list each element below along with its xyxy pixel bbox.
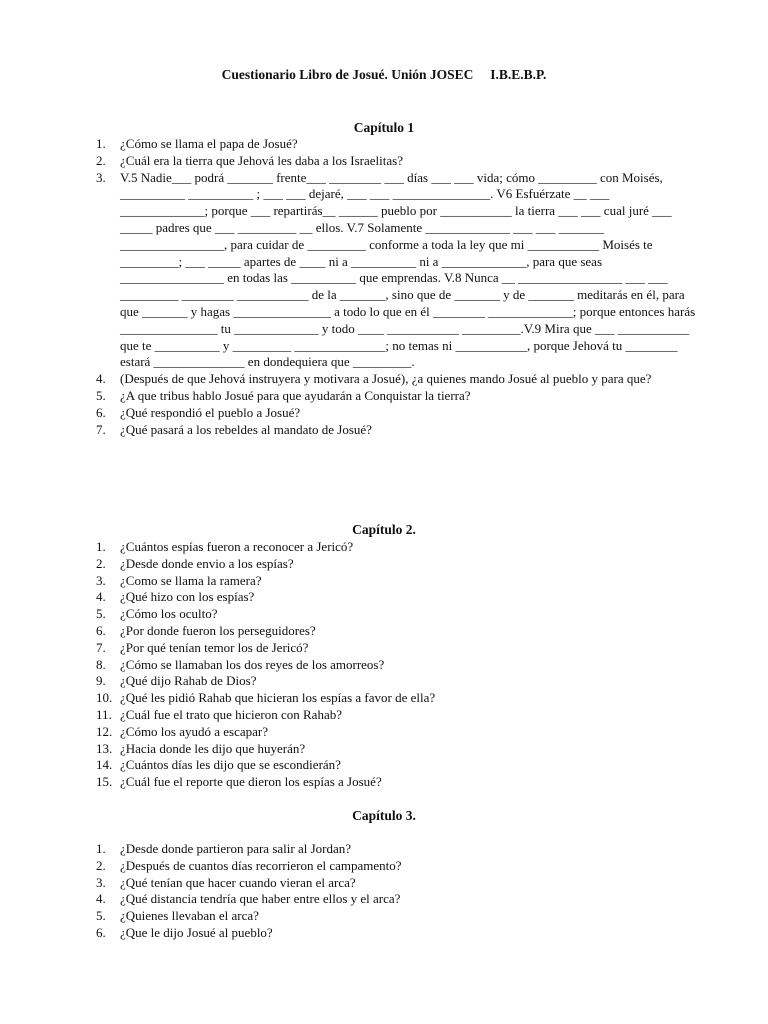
question-text: ¿Después de cuantos días recorrieron el campamento? xyxy=(120,857,402,873)
question-text: ¿Qué hizo con los espías? xyxy=(120,589,255,605)
chapter-2-title: Capítulo 2. xyxy=(352,522,416,537)
list-item xyxy=(96,405,696,422)
list-item xyxy=(96,875,696,892)
item-number: 5. xyxy=(96,387,106,403)
question-text: ¿Qué dijo Rahab de Dios? xyxy=(120,673,257,689)
list-item xyxy=(96,774,696,791)
list-item xyxy=(96,136,696,153)
question-text: ¿Cuál fue el trato que hicieron con Rahab? xyxy=(120,706,342,722)
question-text: ¿Que le dijo Josué al pueblo? xyxy=(120,924,273,940)
item-number: 8. xyxy=(96,656,106,672)
item-number: 1. xyxy=(96,136,106,151)
list-item xyxy=(96,741,696,758)
item-number: 15. xyxy=(96,774,113,790)
list-item xyxy=(96,153,696,170)
question-text: ¿Qué pasará a los rebeldes al mandato de Josué? xyxy=(120,421,372,437)
list-item xyxy=(96,908,696,925)
list-item xyxy=(96,858,696,875)
question-text: ¿Desde donde partieron para salir al Jordan? xyxy=(120,841,352,856)
item-number: 6. xyxy=(96,924,106,940)
question-text: ¿Cómo los oculto? xyxy=(120,606,218,622)
question-text: ¿Qué distancia tendría que haber entre ellos y el arca? xyxy=(120,891,401,907)
item-number: 5. xyxy=(96,908,106,924)
item-number: 2. xyxy=(96,555,106,571)
item-number: 4. xyxy=(96,891,106,907)
item-number: 12. xyxy=(96,723,113,739)
list-item xyxy=(96,757,696,774)
question-text: ¿Quienes llevaban el arca? xyxy=(120,908,259,924)
question-text: ¿Cuál era la tierra que Jehová les daba a los Israelitas? xyxy=(120,152,403,168)
chapter-1-title: Capítulo 1 xyxy=(353,120,415,135)
list-item xyxy=(96,841,696,858)
question-text: ¿Cuántos días les dijo que se escondierán? xyxy=(120,757,341,773)
item-number: 10. xyxy=(96,690,113,706)
question-text: ¿Cuál fue el reporte que dieron los espías a Josué? xyxy=(120,774,382,790)
list-item xyxy=(96,657,696,674)
list-item xyxy=(96,606,696,623)
item-number: 2. xyxy=(96,152,106,168)
item-number: 4. xyxy=(96,589,106,605)
item-number: 14. xyxy=(96,757,113,773)
question-text: ¿Cómo se llama el papa de Josué? xyxy=(120,136,298,151)
question-text: ¿Cuántos espías fueron a reconocer a Jericó? xyxy=(120,539,354,554)
item-number: 5. xyxy=(96,606,106,622)
chapter-2-questions xyxy=(96,539,696,791)
question-text: ¿Cómo los ayudó a escapar? xyxy=(120,723,269,739)
list-item xyxy=(96,891,696,908)
fill-in-blank-passage: V.5 Nadie___ podrá _______ frente___ ________ ___ días ___ ___ vida; cómo _________ con Moisés, __________ __________ ; ___ ___ dejaré, ___ ___ _______________. V6 Esfuérzate __ ___ _____________; porque ___ repartirás__ ______ pueblo por ___________ la tierra ___ ___ cual juré ___ _____ padres que ___ _________ __ ellos. V.7 Solamente _____________ ___ ___ _______ ________________, para cuidar de _________ conforme a toda la ley que mi ___________ Moisés te _________; ___ _____ apartes de ____ ni a __________ ni a _____________, para que seas ________________ en todas las __________ que emprendas. V.8 Nunca __ ________________ ___ ___ _________ ________ ___________ de la _______, sino que de _______ y de _______ meditarás en él, para que _______ y hagas _______________ a todo lo que en él ________ _____________; porque entonces harás _______________ tu _____________ y todo ____ ___________ _________.V.9 Mira que ___ ___________ que te __________ y _________ ______________; no temas ni ___________, porque Jehová tu ________ estará ______________ en dondequiera que _________. xyxy=(120,169,699,370)
list-item xyxy=(96,371,696,388)
question-text: ¿Por donde fueron los perseguidores? xyxy=(120,622,316,638)
question-text: ¿Por qué tenían temor los de Jericó? xyxy=(120,639,309,655)
list-item xyxy=(96,673,696,690)
list-item xyxy=(96,573,696,590)
chapter-3-title: Capítulo 3. xyxy=(352,808,416,823)
item-number: 13. xyxy=(96,740,113,756)
list-item xyxy=(96,422,696,439)
question-text: ¿Qué tenían que hacer cuando vieran el arca? xyxy=(120,874,356,890)
item-number: 4. xyxy=(96,371,106,387)
item-number: 9. xyxy=(96,673,106,689)
question-text: ¿Qué respondió el pueblo a Josué? xyxy=(120,404,301,420)
item-number: 3. xyxy=(96,874,106,890)
list-item xyxy=(96,556,696,573)
chapter-3-questions xyxy=(96,841,696,942)
item-number: 6. xyxy=(96,622,106,638)
list-item xyxy=(96,589,696,606)
list-item xyxy=(96,707,696,724)
question-text: ¿A que tribus hablo Josué para que ayudarán a Conquistar la tierra? xyxy=(120,387,471,403)
question-text: ¿Cómo se llamaban los dos reyes de los amorreos? xyxy=(120,656,385,672)
item-number: 11. xyxy=(96,706,112,722)
item-number: 1. xyxy=(96,841,106,856)
list-item xyxy=(96,388,696,405)
list-item xyxy=(96,169,699,372)
list-item xyxy=(96,539,696,556)
question-text: ¿Desde donde envio a los espías? xyxy=(120,555,294,571)
list-item xyxy=(96,925,696,942)
question-text: (Después de que Jehová instruyera y motivara a Josué), ¿a quienes mando Josué al pueblo y para que? xyxy=(120,371,652,387)
item-number: 3. xyxy=(96,169,106,185)
list-item xyxy=(96,623,696,640)
list-item xyxy=(96,690,696,707)
document-title: Cuestionario Libro de Josué. Unión JOSEC I.B.E.B.P. xyxy=(221,67,547,82)
item-number: 3. xyxy=(96,572,106,588)
item-number: 1. xyxy=(96,539,106,554)
question-text: ¿Qué les pidió Rahab que hicieran los espías a favor de ella? xyxy=(120,690,436,706)
chapter-1-questions xyxy=(96,136,699,438)
list-item xyxy=(96,724,696,741)
question-text: ¿Hacia donde les dijo que huyerán? xyxy=(120,740,306,756)
item-number: 7. xyxy=(96,639,106,655)
list-item xyxy=(96,640,696,657)
item-number: 7. xyxy=(96,421,106,437)
item-number: 6. xyxy=(96,404,106,420)
question-text: ¿Como se llama la ramera? xyxy=(120,572,262,588)
item-number: 2. xyxy=(96,857,106,873)
